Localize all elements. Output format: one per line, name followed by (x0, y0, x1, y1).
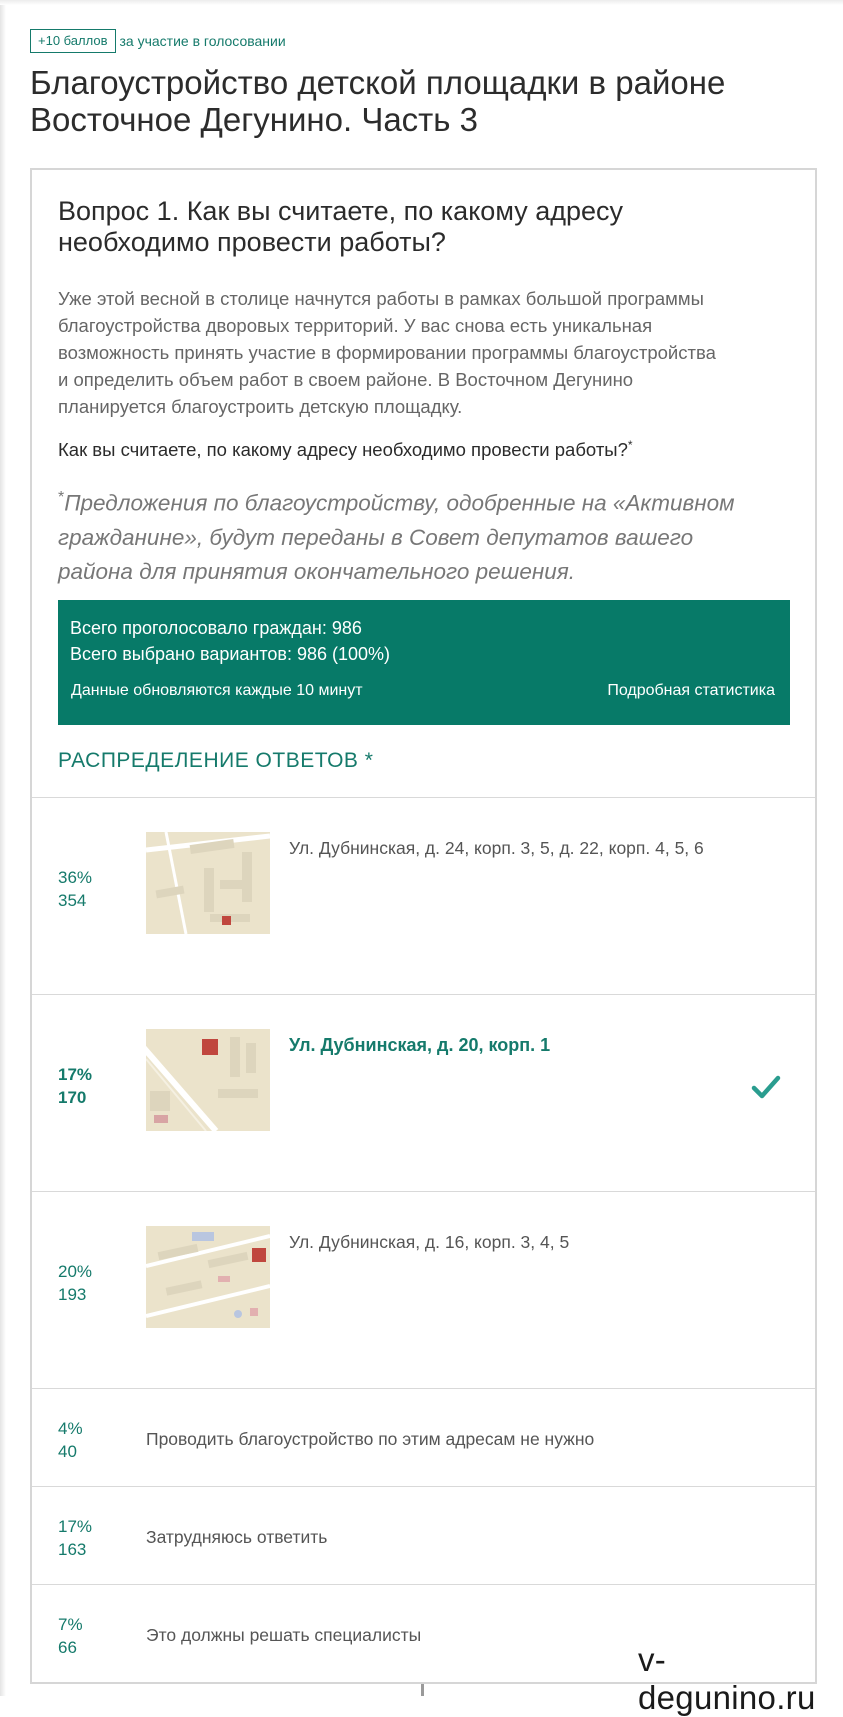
footnote-line: района для принятия окончательного решения. (58, 558, 576, 584)
page-title-line-2: Восточное Дегунино. Часть 3 (30, 101, 479, 138)
answer-percent: 4% (58, 1419, 83, 1438)
description-line: планируется благоустроить детскую площадку. (58, 396, 463, 417)
map-thumbnail[interactable] (146, 1226, 270, 1328)
question-title-line-1: Вопрос 1. Как вы считаете, по какому адресу (58, 196, 623, 226)
map-thumbnail[interactable] (146, 1029, 270, 1131)
answer-row-selected (32, 994, 815, 1191)
prompt-asterisk: * (627, 438, 633, 452)
answer-label: Затрудняюсь ответить (146, 1527, 328, 1547)
answer-count: 170 (58, 1088, 87, 1107)
answer-stats (58, 1260, 92, 1306)
description-line: благоустройства дворовых территорий. У вас снова есть уникальная (58, 315, 653, 336)
page-title-line-1: Благоустройство детской площадки в районе (30, 64, 726, 101)
answer-label: Проводить благоустройство по этим адресам не нужно (146, 1429, 595, 1449)
question-description (58, 285, 788, 420)
map-thumbnail[interactable] (146, 832, 270, 934)
total-voted: Всего проголосовало граждан: 986 (70, 618, 362, 638)
answer-stats (58, 1417, 83, 1463)
map-image-icon (146, 1226, 270, 1328)
footnote-asterisk: * (58, 489, 65, 506)
points-row (30, 28, 286, 54)
description-line: Уже этой весной в столице начнутся работы в рамках большой программы (58, 288, 704, 309)
answer-row (32, 1388, 815, 1486)
site-watermark: v-degunino.ru (638, 1641, 816, 1716)
answer-percent: 7% (58, 1615, 83, 1634)
description-line: возможность принять участие в формировании программы благоустройства (58, 342, 716, 363)
answer-count: 66 (58, 1638, 77, 1657)
answer-count: 163 (58, 1540, 87, 1559)
answer-percent: 20% (58, 1262, 93, 1281)
answer-percent: 17% (58, 1065, 93, 1084)
answer-stats (58, 1613, 83, 1659)
points-badge: +10 баллов (30, 29, 116, 53)
answer-count: 193 (58, 1285, 87, 1304)
update-note: Данные обновляются каждые 10 минут (71, 682, 363, 699)
answer-label: Ул. Дубнинская, д. 20, корп. 1 (289, 1035, 551, 1055)
answer-label: Ул. Дубнинская, д. 16, корп. 3, 4, 5 (289, 1232, 570, 1252)
answer-label: Это должны решать специалисты (146, 1625, 422, 1645)
footnote-line: Предложения по благоустройству, одобренные на «Активном (64, 490, 735, 516)
footnote-line: гражданине», будут переданы в Совет депутатов вашего (58, 524, 694, 550)
question-title (58, 196, 778, 258)
answer-row (32, 1191, 815, 1388)
map-image-icon (146, 832, 270, 934)
left-edge-shadow (0, 0, 6, 1696)
answer-percent: 36% (58, 868, 93, 887)
answer-label: Ул. Дубнинская, д. 24, корп. 3, 5, д. 22, корп. 4, 5, 6 (289, 838, 704, 858)
answers-list (32, 797, 815, 1682)
poll-card (30, 168, 817, 1684)
answer-count: 354 (58, 891, 87, 910)
checkmark-icon (751, 1073, 781, 1101)
answer-stats (58, 1063, 92, 1109)
description-line: и определить объем работ в своем районе. В Восточном Дегунино (58, 369, 634, 390)
answer-stats (58, 1515, 92, 1561)
stats-panel (58, 600, 790, 725)
answer-row (32, 1486, 815, 1584)
top-edge-shadow (0, 0, 843, 5)
footnote (58, 481, 758, 589)
answer-percent: 17% (58, 1517, 93, 1536)
page-title (30, 64, 820, 138)
question-prompt-text: Как вы считаете, по какому адресу необходимо провести работы? (58, 439, 628, 461)
answer-count: 40 (58, 1442, 77, 1461)
question-title-line-2: необходимо провести работы? (58, 227, 446, 257)
detailed-stats-link[interactable]: Подробная статистика (607, 682, 775, 699)
answer-row (32, 797, 815, 994)
map-image-icon (146, 1029, 270, 1131)
scroll-sliver (421, 1684, 424, 1696)
distribution-header: РАСПРЕДЕЛЕНИЕ ОТВЕТОВ * (58, 749, 374, 772)
answer-stats (58, 866, 92, 912)
question-prompt (58, 438, 788, 461)
total-selected: Всего выбрано вариантов: 986 (100%) (70, 644, 391, 664)
points-caption: за участие в голосовании (119, 33, 286, 49)
